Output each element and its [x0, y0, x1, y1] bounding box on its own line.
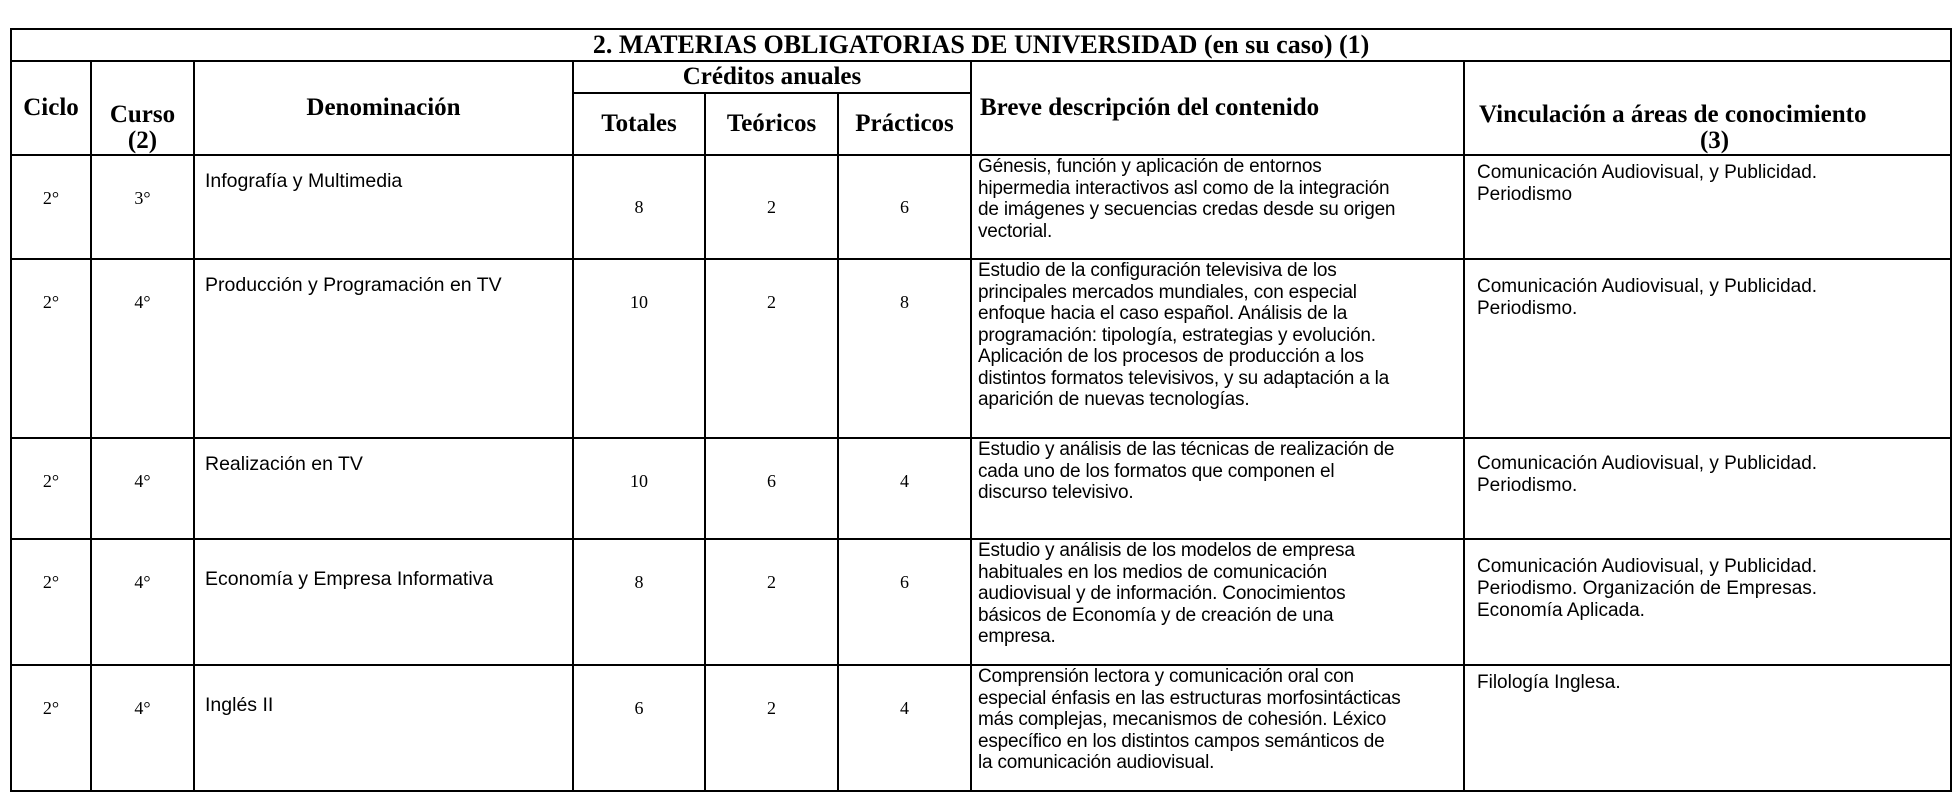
header-practicos: Prácticos: [838, 93, 971, 155]
header-curso-note: (2): [127, 127, 158, 154]
cell-denominacion: Infografía y Multimedia: [194, 155, 573, 259]
subjects-table: [10, 28, 1952, 792]
cell-ciclo: 2°: [11, 259, 91, 438]
cell-vinculacion: [1464, 539, 1951, 665]
desc-line: específico en los distintos campos semánticos de: [978, 730, 1385, 752]
cell-vinculacion: [1464, 665, 1951, 791]
table-row: [11, 665, 1951, 791]
cell-practicos: 8: [838, 259, 971, 438]
table-title: 2. MATERIAS OBLIGATORIAS DE UNIVERSIDAD (en su caso) (1): [11, 29, 1951, 61]
cell-curso: 4°: [91, 259, 194, 438]
header-vinculacion-note: (3): [1699, 127, 1730, 154]
cell-denominacion: Realización en TV: [194, 438, 573, 539]
desc-line: habituales en los medios de comunicación: [978, 561, 1327, 583]
cell-teoricos: 2: [705, 539, 838, 665]
header-vinculacion-label: Vinculación a áreas de conocimiento: [1479, 101, 1867, 128]
cell-vinculacion: [1464, 438, 1951, 539]
cell-curso: 4°: [91, 438, 194, 539]
desc-line: principales mercados mundiales, con especial: [978, 281, 1357, 303]
cell-descripcion: [971, 539, 1464, 665]
desc-line: cada uno de los formatos que componen el: [978, 460, 1335, 482]
cell-descripcion: [971, 259, 1464, 438]
vinc-line: Comunicación Audiovisual, y Publicidad.: [1477, 162, 1818, 183]
desc-line: Comprensión lectora y comunicación oral con: [978, 666, 1354, 687]
desc-line: Estudio de la configuración televisiva de los: [978, 260, 1337, 281]
cell-descripcion: [971, 155, 1464, 259]
desc-line: básicos de Economía y de creación de una: [978, 604, 1334, 626]
desc-line: audiovisual y de información. Conocimientos: [978, 583, 1346, 604]
cell-vinculacion: [1464, 259, 1951, 438]
cell-totales: 8: [573, 155, 705, 259]
desc-line: vectorial.: [978, 220, 1053, 242]
desc-line: aparición de nuevas tecnologías.: [978, 389, 1250, 410]
table-row: [11, 438, 1951, 539]
cell-curso: 3°: [91, 155, 194, 259]
vinc-line: Periodismo. Organización de Empresas.: [1477, 578, 1818, 599]
cell-descripcion: [971, 438, 1464, 539]
desc-line: discurso televisivo.: [978, 482, 1134, 503]
vinc-line: Economía Aplicada.: [1477, 600, 1645, 621]
header-descripcion: Breve descripción del contenido: [971, 61, 1464, 155]
cell-denominacion: Producción y Programación en TV: [194, 259, 573, 438]
cell-denominacion: Inglés II: [194, 665, 573, 791]
desc-line: hipermedia interactivos asl como de la integración: [978, 177, 1390, 199]
cell-totales: 10: [573, 259, 705, 438]
vinc-line: Periodismo: [1477, 184, 1573, 205]
desc-line: Aplicación de los procesos de producción a los: [978, 346, 1364, 367]
cell-totales: 8: [573, 539, 705, 665]
table-row: [11, 155, 1951, 259]
desc-line: Estudio y análisis de los modelos de empresa: [978, 540, 1355, 561]
vinc-line: Comunicación Audiovisual, y Publicidad.: [1477, 556, 1818, 577]
header-teoricos: Teóricos: [705, 93, 838, 155]
cell-practicos: 4: [838, 438, 971, 539]
desc-line: más complejas, mecanismos de cohesión. Léxico: [978, 709, 1387, 730]
table-row: [11, 259, 1951, 438]
desc-line: enfoque hacia el caso español. Análisis de la: [978, 303, 1348, 324]
header-vinculacion: [1464, 61, 1951, 155]
table-row: [11, 539, 1951, 665]
desc-line: Génesis, función y aplicación de entornos: [978, 156, 1322, 177]
desc-line: distintos formatos televisivos, y su adaptación a la: [978, 367, 1389, 389]
cell-practicos: 6: [838, 539, 971, 665]
header-ciclo: Ciclo: [11, 61, 91, 155]
desc-line: de imágenes y secuencias credas desde su origen: [978, 199, 1396, 220]
cell-denominacion: Economía y Empresa Informativa: [194, 539, 573, 665]
cell-vinculacion: [1464, 155, 1951, 259]
cell-practicos: 6: [838, 155, 971, 259]
cell-teoricos: 2: [705, 155, 838, 259]
cell-practicos: 4: [838, 665, 971, 791]
cell-teoricos: 2: [705, 259, 838, 438]
header-creditos-anuales: Créditos anuales: [573, 61, 971, 93]
desc-line: Estudio y análisis de las técnicas de realización de: [978, 439, 1395, 460]
vinc-line: Comunicación Audiovisual, y Publicidad.: [1477, 276, 1818, 297]
desc-line: programación: tipología, estrategias y evolución.: [978, 324, 1376, 346]
cell-ciclo: 2°: [11, 539, 91, 665]
cell-teoricos: 6: [705, 438, 838, 539]
desc-line: empresa.: [978, 626, 1056, 647]
header-curso-label: Curso: [109, 101, 176, 128]
vinc-line: Comunicación Audiovisual, y Publicidad.: [1477, 453, 1818, 474]
vinc-line: Filología Inglesa.: [1477, 672, 1621, 693]
vinc-line: Periodismo.: [1477, 298, 1578, 319]
desc-line: especial énfasis en las estructuras morfosintácticas: [978, 687, 1401, 709]
cell-totales: 6: [573, 665, 705, 791]
header-curso: [91, 61, 194, 155]
cell-ciclo: 2°: [11, 438, 91, 539]
desc-line: la comunicación audiovisual.: [978, 752, 1215, 773]
cell-ciclo: 2°: [11, 665, 91, 791]
cell-ciclo: 2°: [11, 155, 91, 259]
cell-curso: 4°: [91, 539, 194, 665]
vinc-line: Periodismo.: [1477, 475, 1578, 496]
cell-totales: 10: [573, 438, 705, 539]
header-totales: Totales: [573, 93, 705, 155]
cell-descripcion: [971, 665, 1464, 791]
header-denominacion: Denominación: [194, 61, 573, 155]
cell-teoricos: 2: [705, 665, 838, 791]
cell-curso: 4°: [91, 665, 194, 791]
